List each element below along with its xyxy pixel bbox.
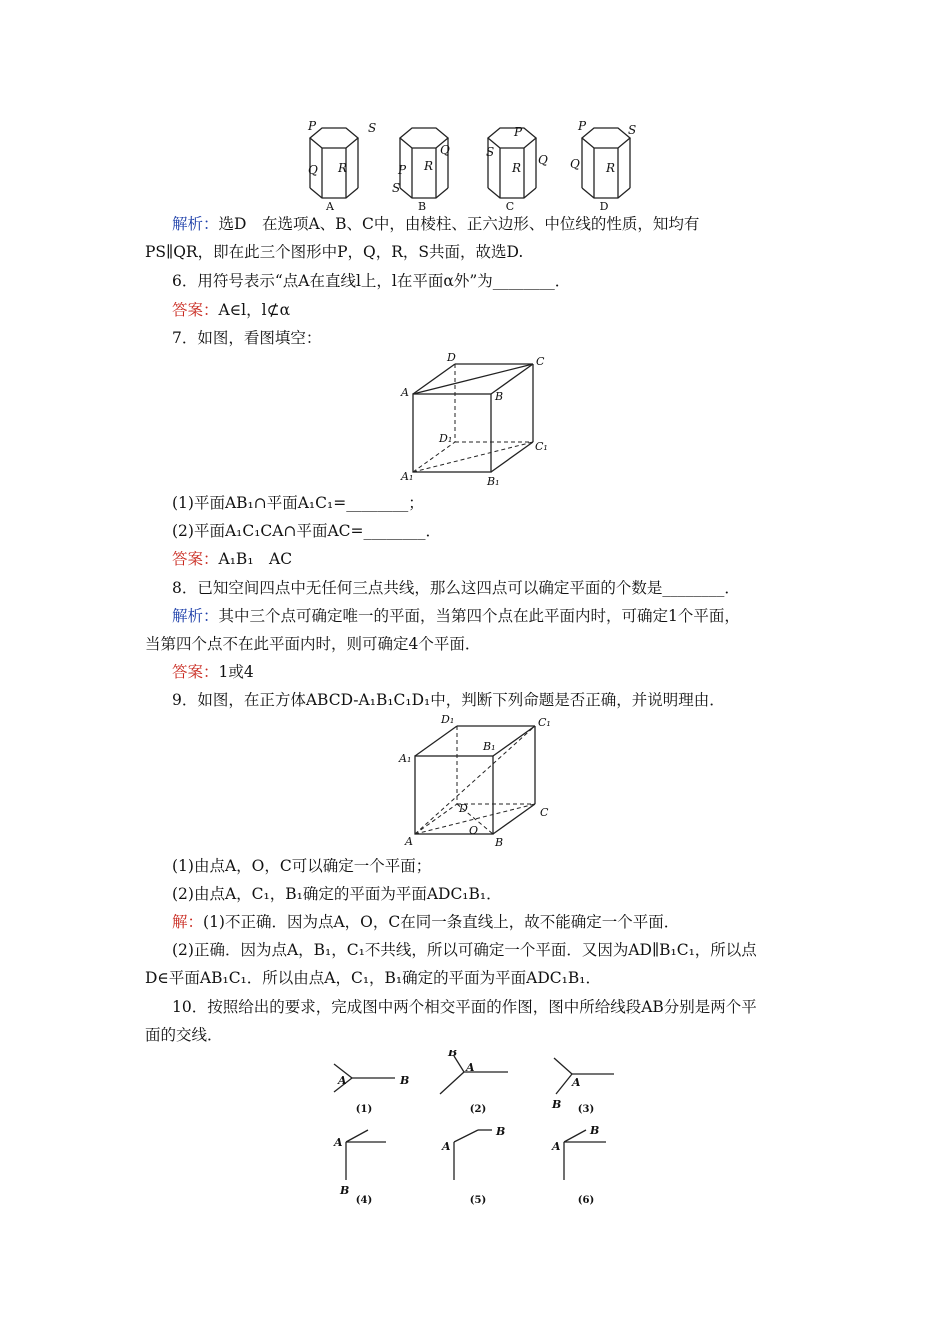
cube7-label-c1: C₁ (535, 440, 548, 453)
prism-top-face (582, 128, 630, 148)
prism-point-label: S (486, 145, 495, 159)
prism-point-label: P (578, 120, 587, 133)
cube7-label-b1: B₁ (487, 475, 500, 488)
prism-point-label: S (628, 123, 637, 137)
cube7-label-a1: A₁ (401, 470, 414, 483)
q10-3-point-a: A (572, 1076, 581, 1089)
answer-label: 答案： (172, 550, 219, 568)
prism-point-label: P (514, 125, 523, 139)
figure-hexagonal-prisms (300, 120, 650, 215)
prism-bottom-edge (400, 188, 448, 198)
q7-sub2: (2)平面A₁C₁CA∩平面AC=________． (172, 522, 442, 540)
q10-3-point-b: B (552, 1098, 562, 1111)
q10-question-line1: 10．按照给出的要求，完成图中两个相交平面的作图，图中所给线段AB分别是两个平 (172, 998, 757, 1016)
prism-point-label: Q (440, 143, 450, 157)
q10-label-3: (3) (577, 1104, 595, 1115)
cube9-label-b1: B₁ (483, 740, 496, 753)
prism-point-label: R (606, 161, 616, 175)
q10-label-1: (1) (355, 1104, 373, 1115)
prism-label-d: D (599, 200, 609, 213)
q10-5-point-b: B (496, 1125, 506, 1138)
prism-top-face (310, 128, 358, 148)
q9-solution2: (2)正确．因为点A，B₁，C₁不共线，所以可确定一个平面．又因为AD∥B₁C₁，所以点 (172, 941, 757, 959)
q5-analysis-line1: 解析：选D 在选项A、B、C中，由棱柱、正六边形、中位线的性质，知均有 (172, 215, 700, 233)
q9-sub2: (2)由点A，C₁，B₁确定的平面为平面ADC₁B₁． (172, 885, 502, 903)
q10-6-point-b: B (590, 1124, 600, 1137)
cube7-label-b: B (495, 390, 504, 403)
cube9-label-b: B (495, 836, 504, 849)
q10-label-4: (4) (355, 1195, 373, 1206)
prism-label-b: B (417, 200, 427, 213)
cube9-label-c: C (540, 806, 549, 819)
cube9-label-o: O (469, 824, 479, 837)
cube7-label-a: A (401, 386, 409, 399)
figure-cube-q7 (395, 350, 555, 490)
q10-label-6: (6) (577, 1195, 595, 1206)
q10-4-point-b: B (340, 1184, 350, 1197)
q9-solution3: D∈平面AB₁C₁．所以由点A，C₁，B₁确定的平面为平面ADC₁B₁． (145, 969, 601, 987)
prism-point-label: Q (538, 153, 548, 167)
cube7-label-d1: D₁ (439, 432, 453, 445)
prism-point-label: R (512, 161, 522, 175)
prism-point-label: R (338, 161, 348, 175)
q10-2-point-a: A (466, 1061, 475, 1074)
q6-answer: 答案：A∈l，l⊄α (172, 301, 291, 319)
analysis-label: 解析： (172, 215, 219, 233)
figure-cube-q9 (395, 712, 565, 852)
q7-question: 7．如图，看图填空： (172, 329, 322, 347)
q10-2-point-b: B (448, 1050, 458, 1059)
prism-top-face (488, 128, 536, 148)
prism-point-label: R (424, 159, 434, 173)
solution-label: 解： (172, 913, 204, 931)
cube9-label-d: D (459, 802, 468, 815)
q8-analysis-line1: 解析：其中三个点可确定唯一的平面，当第四个点在此平面内时，可确定1个平面， (172, 607, 740, 625)
cube9-label-a: A (405, 835, 413, 848)
cube9-label-a1: A₁ (399, 752, 412, 765)
prism-label-c: C (505, 200, 515, 213)
q10-4-point-a: A (334, 1136, 343, 1149)
q10-5-point-a: A (442, 1140, 451, 1153)
cube9-label-c1: C₁ (538, 716, 551, 729)
q9-sub1: (1)由点A，O，C可以确定一个平面； (172, 857, 432, 875)
prism-point-label: P (398, 163, 407, 177)
figure-intersecting-planes (320, 1050, 640, 1215)
q6-question: 6．用符号表示“点A在直线l上，l在平面α外”为________． (172, 272, 571, 290)
q10-1-point-a: A (338, 1074, 347, 1087)
prism-label-a: A (326, 200, 334, 213)
prism-point-label: S (368, 121, 377, 135)
q9-solution1: 解：(1)不正确．因为点A，O，C在同一条直线上，故不能确定一个平面． (172, 913, 680, 931)
q10-label-2: (2) (469, 1104, 487, 1115)
q7-answer: 答案：A₁B₁ AC (172, 550, 293, 568)
q7-sub1: (1)平面AB₁∩平面A₁C₁=________； (172, 494, 424, 512)
q8-analysis-line2: 当第四个点不在此平面内时，则可确定4个平面． (145, 635, 481, 653)
prism-point-label: Q (308, 163, 318, 177)
q8-answer: 答案：1或4 (172, 663, 254, 681)
cube7-label-c: C (536, 355, 545, 368)
q10-6-point-a: A (552, 1140, 561, 1153)
analysis-label: 解析： (172, 607, 219, 625)
answer-label: 答案： (172, 663, 219, 681)
prism-point-label: P (308, 120, 317, 133)
prism-bottom-edge (488, 188, 536, 198)
q9-question: 9．如图，在正方体ABCD-A₁B₁C₁D₁中，判断下列命题是否正确，并说明理由． (172, 691, 725, 709)
answer-label: 答案： (172, 301, 219, 319)
q10-1-point-b: B (400, 1074, 410, 1087)
prism-point-label: S (392, 181, 401, 195)
prism-point-label: Q (570, 157, 580, 171)
q10-label-5: (5) (469, 1195, 487, 1206)
q5-analysis-line2: PS∥QR，即在此三个图形中P，Q，R，S共面，故选D. (145, 243, 524, 261)
prism-bottom-edge (310, 188, 358, 198)
q8-question: 8．已知空间四点中无任何三点共线，那么这四点可以确定平面的个数是________． (172, 579, 740, 597)
cube7-label-d: D (447, 351, 456, 364)
prism-bottom-edge (582, 188, 630, 198)
cube9-label-d1: D₁ (441, 713, 455, 726)
q10-question-line2: 面的交线． (145, 1026, 223, 1044)
